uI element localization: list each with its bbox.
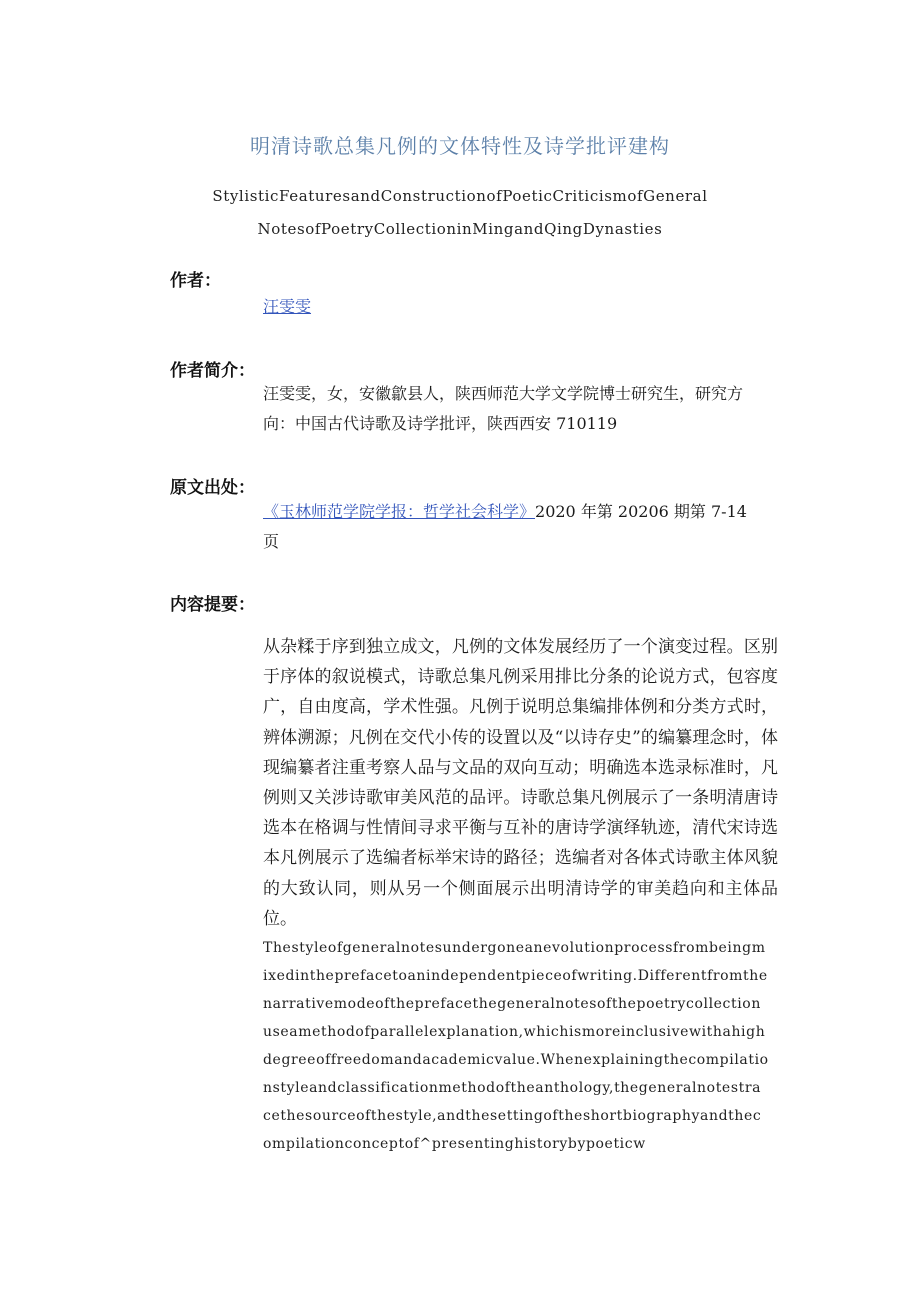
author-bio-label: 作者简介： — [170, 361, 255, 381]
page-title: 明清诗歌总集凡例的文体特性及诗学批评建构 — [250, 134, 670, 158]
english-title-line-2: NotesofPoetryCollectioninMingandQingDynasties — [257, 220, 663, 238]
author-name-link[interactable]: 汪雯雯 — [263, 297, 312, 316]
abstract-english: Thestyleofgeneralnotesundergoneanevolutionprocessfrombeingmixedintheprefacetoanindependentpieceofwriting.Differentfromthenarrativemodeoftheprefacethegeneralnotesofthepoetrycollectionuseamethodofparallelexplanation,whichismoreinclusivewithahighdegreeoffreedomandacademicvalue.Whenexplainingthecompilationstyleandclassificationmethodoftheanthology,thegeneralnotestracethesourceofthestyle,andthesettingoftheshortbiographyandthecompilationconceptof^presentinghistorybypoeticw — [263, 940, 769, 1152]
source-label: 原文出处： — [170, 478, 255, 498]
author-bio-text: 汪雯雯，女，安徽歙县人，陕西师范大学文学院博士研究生，研究方向：中国古代诗歌及诗学批评，陕西西安 710119 — [263, 384, 744, 433]
author-name-row — [263, 292, 783, 322]
source-text — [263, 497, 761, 557]
abstract-label: 内容提要： — [170, 595, 255, 615]
english-title-line-1: StylisticFeaturesandConstructionofPoeticCriticismofGeneral — [212, 187, 708, 205]
author-label: 作者： — [170, 271, 221, 291]
journal-link[interactable]: 《玉林师范学院学报：哲学社会科学》 — [263, 502, 536, 521]
abstract-chinese: 从杂糅于序到独立成文，凡例的文体发展经历了一个演变过程。区别于序体的叙说模式，诗歌总集凡例采用排比分条的论说方式，包容度广，自由度高，学术性强。凡例于说明总集编排体例和分类方式时，辨体溯源；凡例在交代小传的设置以及“以诗存史”的编纂理念时，体现编纂者注重考察人品与文品的双向互动；明确选本选录标准时，凡例则又关涉诗歌审美风范的品评。诗歌总集凡例展示了一条明清唐诗选本在格调与性情间寻求平衡与互补的唐诗学演绎轨迹，清代宋诗选本凡例展示了选编者标举宋诗的路径；选编者对各体式诗歌主体风貌的大致认同，则从另一个侧面展示出明清诗学的审美趋向和主体品位。 — [263, 637, 778, 929]
source-issue-detail: 2020 年第 20206 期第 7-14 页 — [263, 502, 747, 551]
